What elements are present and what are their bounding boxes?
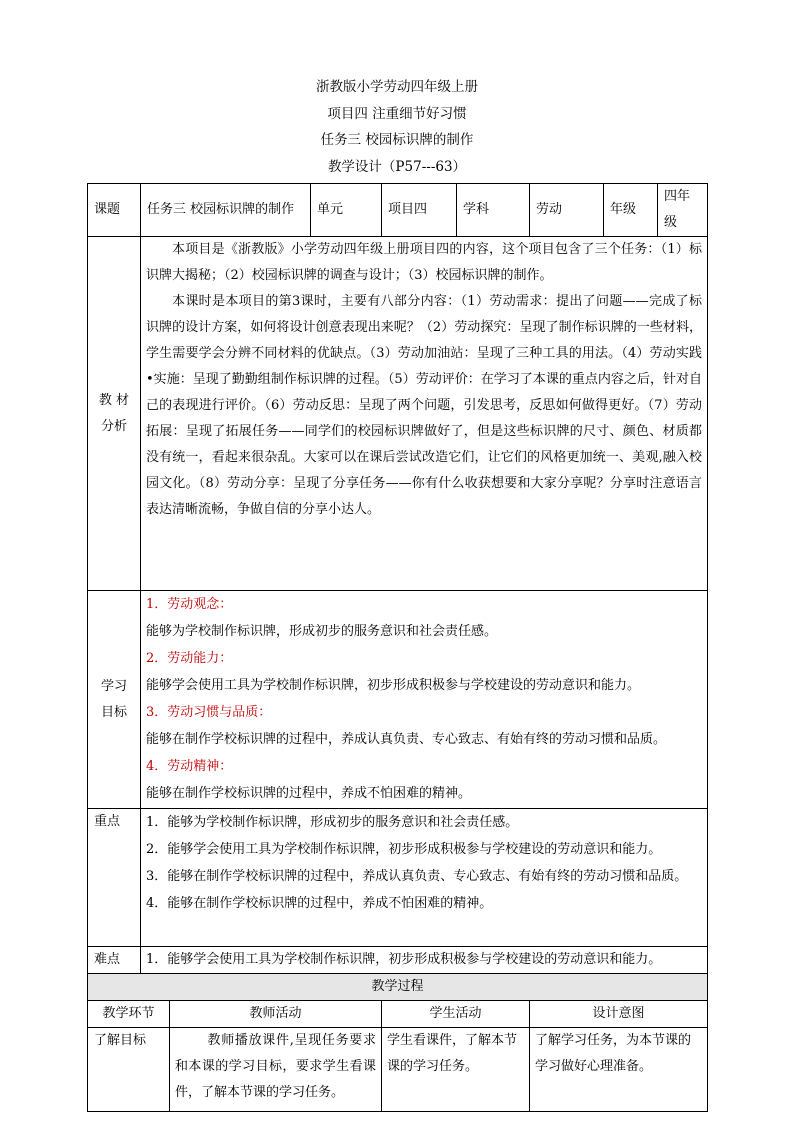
design-title: 教学设计（P57---63） [327, 158, 467, 175]
goals-content [141, 591, 708, 809]
book-title: 浙教版小学劳动四年级上册 [316, 79, 478, 95]
process-header-teacher: 教师活动 [170, 1001, 382, 1028]
goal-text: 能够为学校制作标识牌，形成初步的服务意识和社会责任感。 [146, 624, 498, 639]
process-title-row [88, 974, 708, 1001]
key-point-item: 1．能够为学校制作标识牌，形成初步的服务意识和社会责任感。 [146, 815, 519, 830]
analysis-paragraph-2: 本课时是本项目的第3课时，主要有八部分内容：（1）劳动需求：提出了问题——完成了标识牌的设计方案，如何将设计创意表现出来呢？（2）劳动探究：呈现了制作标识牌的一些材料，学生需要学会分辨不同材料的优缺点。（3）劳动加油站：呈现了三种工具的用法。（4）劳动实践•实施：呈现了勤勤组制作标识牌的过程。（5）劳动评价：在学习了本课的重点内容之后，针对自己的表现进行评价。（6）劳动反思：呈现了两个问题，引发思考，反思如何做得更好。（7）劳动拓展：呈现了拓展任务——同学们的校园标识牌做好了，但是这些标识牌的尺寸、颜色、材质都没有统一，看起来很杂乱。大家可以在课后尝试改造它们，让它们的风格更加统一、美观,融入校园文化。（8）劳动分享：呈现了分享任务——你有什么收获想要和大家分享呢？分享时注意语言表达清晰流畅，争做自信的分享小达人。 [146, 294, 703, 517]
key-points-row [88, 809, 708, 947]
subject-label: 学科 [457, 184, 530, 237]
grade-label: 年级 [604, 184, 658, 237]
subject-value: 劳动 [530, 184, 604, 237]
goal-text: 能够学会使用工具为学校制作标识牌，初步形成积极参与学校建设的劳动意识和能力。 [146, 678, 641, 693]
process-title: 教学过程 [88, 974, 708, 1001]
info-row [88, 184, 708, 237]
document-title-block [0, 74, 794, 180]
key-points-content [141, 809, 708, 947]
analysis-row [88, 237, 708, 591]
goals-label-line2: 目标 [100, 704, 127, 720]
goal-heading: 2．劳动能力： [146, 651, 233, 666]
process-stage: 了解目标 [88, 1028, 170, 1112]
topic-value: 任务三 校园标识牌的制作 [141, 184, 311, 237]
analysis-label-line2: 分析 [100, 418, 127, 434]
goal-text: 能够在制作学校标识牌的过程中，养成认真负责、专心致志、有始有终的劳动习惯和品质。 [146, 732, 667, 747]
grade-value: 四年级 [658, 184, 708, 237]
process-header-intent: 设计意图 [530, 1001, 708, 1028]
key-point-item: 3．能够在制作学校标识牌的过程中，养成认真负责、专心致志、有始有终的劳动习惯和品质。 [146, 869, 688, 884]
key-points-label: 重点 [88, 809, 141, 947]
key-point-item: 2．能够学会使用工具为学校制作标识牌，初步形成积极参与学校建设的劳动意识和能力。 [146, 842, 662, 857]
process-header-stage: 教学环节 [88, 1001, 170, 1028]
process-header-row [88, 1001, 708, 1028]
process-design-intent: 了解学习任务，为本节课的学习做好心理准备。 [530, 1028, 708, 1112]
process-teacher-activity [170, 1028, 382, 1112]
process-row [88, 1028, 708, 1112]
process-header-student: 学生活动 [382, 1001, 530, 1028]
project-title: 项目四 注重细节好习惯 [327, 105, 467, 122]
teacher-activity-text: 教师播放课件,呈现任务要求和本课的学习目标，要求学生看课件，了解本节课的学习任务。 [175, 1033, 377, 1100]
analysis-label [88, 237, 141, 591]
key-point-item: 4．能够在制作学校标识牌的过程中，养成不怕困难的精神。 [146, 896, 493, 911]
goals-label-line1: 学习 [100, 678, 127, 694]
analysis-content [141, 237, 708, 591]
task-title: 任务三 校园标识牌的制作 [320, 132, 474, 148]
analysis-paragraph-1: 本项目是《浙教版》小学劳动四年级上册项目四的内容，这个项目包含了三个任务：（1）标识牌大揭秘；（2）校园标识牌的调查与设计；（3）校园标识牌的制作。 [146, 242, 703, 283]
process-student-activity: 学生看课件，了解本节课的学习任务。 [382, 1028, 530, 1112]
unit-value: 项目四 [382, 184, 457, 237]
lesson-plan-table [87, 183, 708, 1112]
difficulty-text: 1．能够学会使用工具为学校制作标识牌，初步形成积极参与学校建设的劳动意识和能力。 [141, 947, 708, 974]
goal-text: 能够在制作学校标识牌的过程中，养成不怕困难的精神。 [146, 786, 472, 801]
difficulty-label: 难点 [88, 947, 141, 974]
unit-label: 单元 [311, 184, 382, 237]
goal-heading: 1．劳动观念： [146, 597, 233, 612]
goals-row [88, 591, 708, 809]
topic-label: 课题 [88, 184, 141, 237]
analysis-label-line1: 教 材 [98, 392, 130, 408]
goals-label [88, 591, 141, 809]
goal-heading: 3．劳动习惯与品质： [146, 705, 272, 720]
goal-heading: 4．劳动精神： [146, 759, 233, 774]
difficulty-row [88, 947, 708, 974]
